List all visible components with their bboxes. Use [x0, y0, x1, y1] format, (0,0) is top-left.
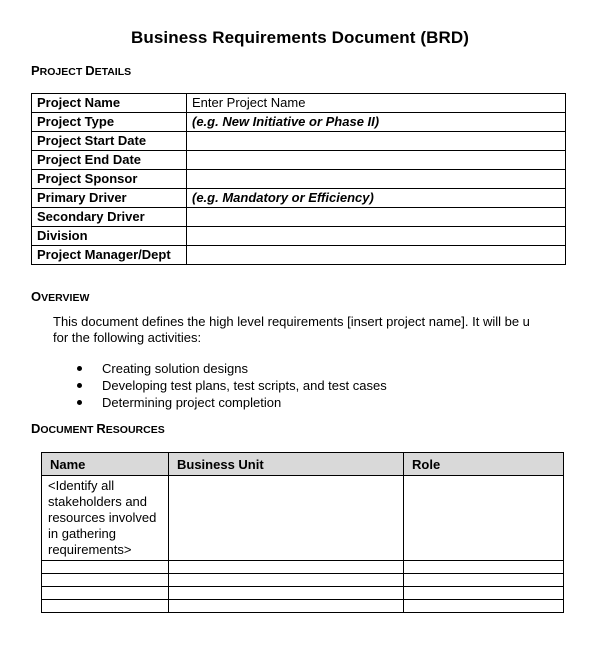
heading-rest: ETAILS	[94, 66, 132, 78]
table-row	[32, 151, 566, 170]
table-row	[32, 189, 566, 208]
role-cell[interactable]	[404, 476, 564, 561]
table-row	[32, 132, 566, 151]
heading-initial: O	[31, 289, 42, 304]
column-header-business-unit: Business Unit	[169, 453, 404, 476]
role-cell[interactable]	[404, 600, 564, 613]
table-row	[32, 94, 566, 113]
list-item	[77, 377, 387, 394]
heading-initial: D	[85, 63, 95, 78]
heading-initial: R	[96, 421, 106, 436]
list-item-text: Developing test plans, test scripts, and test cases	[102, 378, 387, 393]
table-row	[32, 170, 566, 189]
table-row	[32, 113, 566, 132]
field-value[interactable]	[187, 246, 566, 265]
heading-rest: VERVIEW	[41, 292, 90, 304]
field-value[interactable]	[187, 227, 566, 246]
list-item-text: Determining project completion	[102, 395, 282, 410]
bullet-icon	[77, 366, 82, 371]
table-row	[42, 600, 564, 613]
field-value[interactable]	[187, 151, 566, 170]
name-cell[interactable]	[42, 600, 169, 613]
document-resources-heading	[31, 421, 165, 436]
table-header-row	[42, 453, 564, 476]
field-value[interactable]: (e.g. New Initiative or Phase II)	[187, 113, 566, 132]
document-resources-table	[41, 452, 564, 613]
field-label: Project Type	[32, 113, 187, 132]
field-label: Primary Driver	[32, 189, 187, 208]
field-label: Project Sponsor	[32, 170, 187, 189]
business-unit-cell[interactable]	[169, 476, 404, 561]
document-title: Business Requirements Document (BRD)	[131, 28, 469, 47]
table-row	[42, 476, 564, 561]
list-item-text: Creating solution designs	[102, 361, 248, 376]
role-cell[interactable]	[404, 561, 564, 574]
field-label: Project Manager/Dept	[32, 246, 187, 265]
heading-initial: D	[31, 421, 41, 436]
name-cell-instruction[interactable]: <Identify all stakeholders and resources involved in gathering requirements>	[42, 476, 169, 561]
role-cell[interactable]	[404, 587, 564, 600]
overview-line: for the following activities:	[53, 330, 202, 345]
overview-paragraph	[53, 314, 600, 346]
field-value[interactable]	[187, 132, 566, 151]
column-header-role: Role	[404, 453, 564, 476]
name-cell[interactable]	[42, 587, 169, 600]
overview-heading	[31, 289, 89, 304]
field-label: Project Name	[32, 94, 187, 113]
heading-initial: P	[31, 63, 40, 78]
table-row	[42, 587, 564, 600]
business-unit-cell[interactable]	[169, 561, 404, 574]
heading-rest: ESOURCES	[105, 424, 165, 436]
overview-line: This document defines the high level requirements [insert project name]. It will be u	[53, 314, 530, 329]
bullet-icon	[77, 400, 82, 405]
field-label: Secondary Driver	[32, 208, 187, 227]
table-row	[32, 246, 566, 265]
field-value[interactable]: (e.g. Mandatory or Efficiency)	[187, 189, 566, 208]
field-value[interactable]	[187, 170, 566, 189]
business-unit-cell[interactable]	[169, 587, 404, 600]
project-details-heading	[31, 63, 131, 78]
heading-rest: ROJECT	[39, 66, 86, 78]
field-value[interactable]: Enter Project Name	[187, 94, 566, 113]
bullet-icon	[77, 383, 82, 388]
business-unit-cell[interactable]	[169, 600, 404, 613]
business-unit-cell[interactable]	[169, 574, 404, 587]
field-label: Project Start Date	[32, 132, 187, 151]
field-label: Project End Date	[32, 151, 187, 170]
name-cell[interactable]	[42, 561, 169, 574]
heading-rest: OCUMENT	[40, 424, 97, 436]
column-header-name: Name	[42, 453, 169, 476]
table-row	[42, 574, 564, 587]
name-cell[interactable]	[42, 574, 169, 587]
role-cell[interactable]	[404, 574, 564, 587]
project-details-table	[31, 93, 566, 265]
list-item	[77, 394, 387, 411]
field-label: Division	[32, 227, 187, 246]
field-value[interactable]	[187, 208, 566, 227]
list-item	[77, 360, 387, 377]
table-row	[32, 227, 566, 246]
table-row	[32, 208, 566, 227]
activities-list	[77, 360, 387, 411]
table-row	[42, 561, 564, 574]
